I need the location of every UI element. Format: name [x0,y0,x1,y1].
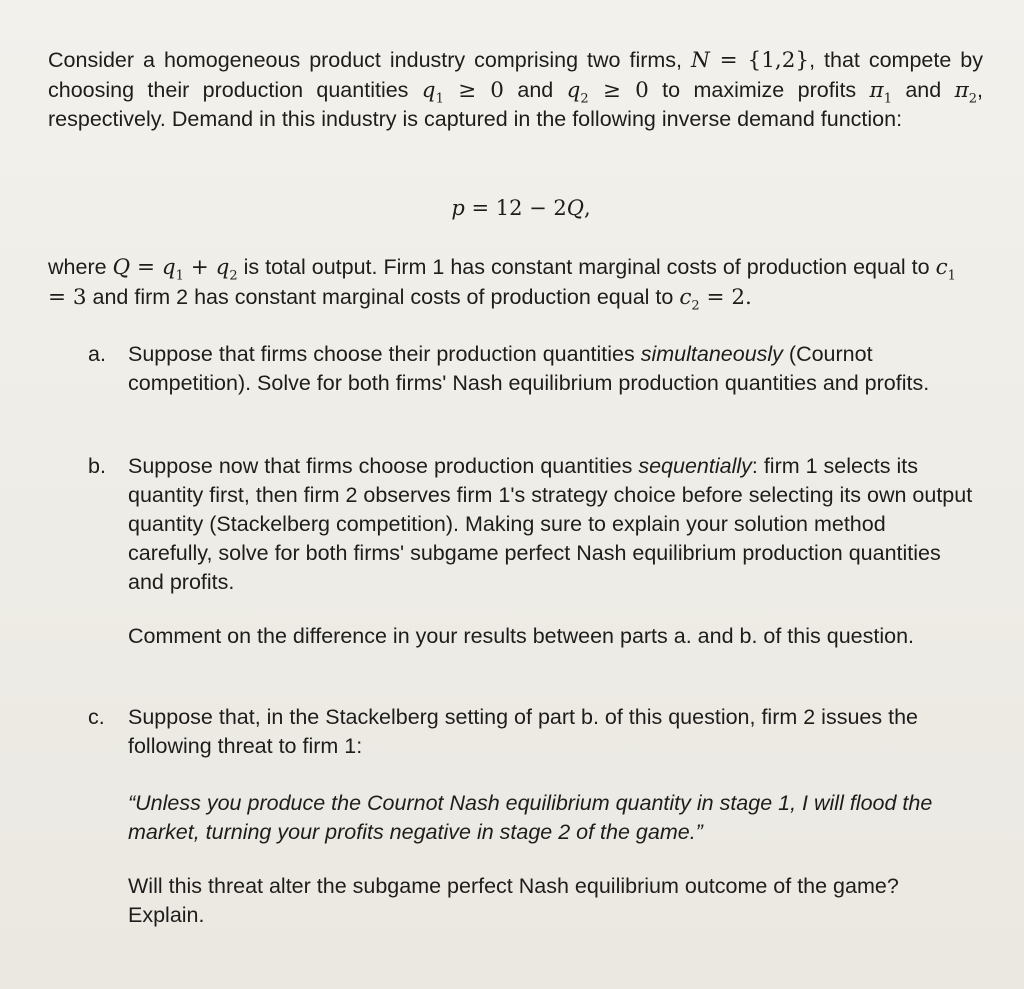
part-text: Suppose that firms choose their production quantities [128,342,641,366]
subscript-1: 1 [947,268,956,284]
part-text: : firm 1 selects its quantity first, then firm 2 observes firm 1's strategy choice before selecting its own output quantity (Stackelberg competition). Making sure to explain your solution method carefully, solve for both firms' subgame perfect Nash equilibrium production quantities and profits. [128,454,973,594]
math-Q: Q [112,255,131,280]
intro-text: Consider a homogeneous product industry comprising two firms, [48,48,692,72]
threat-quote: “Unless you produce the Cournot Nash equilibrium quantity in stage 1, I will flood the market, turning your profits negative in stage 2 of the game.” [128,791,933,844]
math-pi1: π [869,77,884,103]
question-part-b [88,452,973,597]
subscript-2: 2 [229,268,238,284]
subscript-2: 2 [691,297,700,313]
question-part-c [88,703,973,761]
where-text: is total output. Firm 1 has constant marginal costs of production equal to [237,255,936,279]
subscript-1: 1 [435,90,444,106]
intro-text: and [504,77,567,102]
demand-equation [0,196,1024,221]
where-text: and firm 2 has constant marginal costs of production equal to [86,284,680,309]
intro-text: to maximize profits [648,77,870,102]
part-text: Suppose now that firms choose production quantities [128,454,639,478]
math-q1: q [421,77,436,103]
math-set: = {1,2} [709,48,810,73]
problem-intro [48,46,983,135]
emphasis: sequentially [638,454,752,478]
subscript-2: 2 [968,90,977,106]
part-body [128,452,973,597]
subscript-1: 1 [883,90,892,106]
math-Q: Q [566,196,584,220]
math-c1-value: = 3 [48,284,87,310]
math-q2: q [566,77,581,103]
math-ge0: ≥ 0 [443,77,504,103]
math-rhs: = 12 − 2 [464,196,567,220]
math-n: N [691,48,710,73]
where-text: where [48,255,113,279]
intro-text: , that compete by choosing their production quantities [48,48,983,102]
math-c2-value: = 2. [699,284,752,310]
emphasis: simultaneously [640,342,783,366]
part-body [128,340,973,398]
where-paragraph [48,253,978,312]
math-comma: , [583,196,591,220]
part-label: c. [88,705,105,729]
math-q2: q [215,255,230,280]
intro-text: , respectively. Demand in this industry is captured in the following inverse demand function: [48,77,983,131]
part-text: (Cournot competition). Solve for both firms' Nash equilibrium production quantities and profits. [128,342,930,395]
part-label: a. [88,342,106,366]
part-label: b. [88,454,106,478]
math-ge0: ≥ 0 [588,77,649,103]
comment-prompt: Comment on the difference in your results between parts a. and b. of this question. [128,624,914,648]
intro-text: and [891,77,955,102]
threat-question: Will this threat alter the subgame perfect Nash equilibrium outcome of the game? Explain. [128,874,899,927]
math-p: p [451,196,465,220]
subscript-1: 1 [175,268,184,284]
question-part-a [88,340,973,398]
math-plus: + [183,255,216,280]
math-c2: c [679,284,692,310]
part-body: Suppose that, in the Stackelberg setting of part b. of this question, firm 2 issues the following threat to firm 1: [128,705,918,758]
math-q1: q [161,255,176,280]
subscript-2: 2 [580,90,589,106]
math-pi2: π [954,77,969,103]
math-eq: = [130,255,162,280]
math-c1: c [935,255,948,280]
